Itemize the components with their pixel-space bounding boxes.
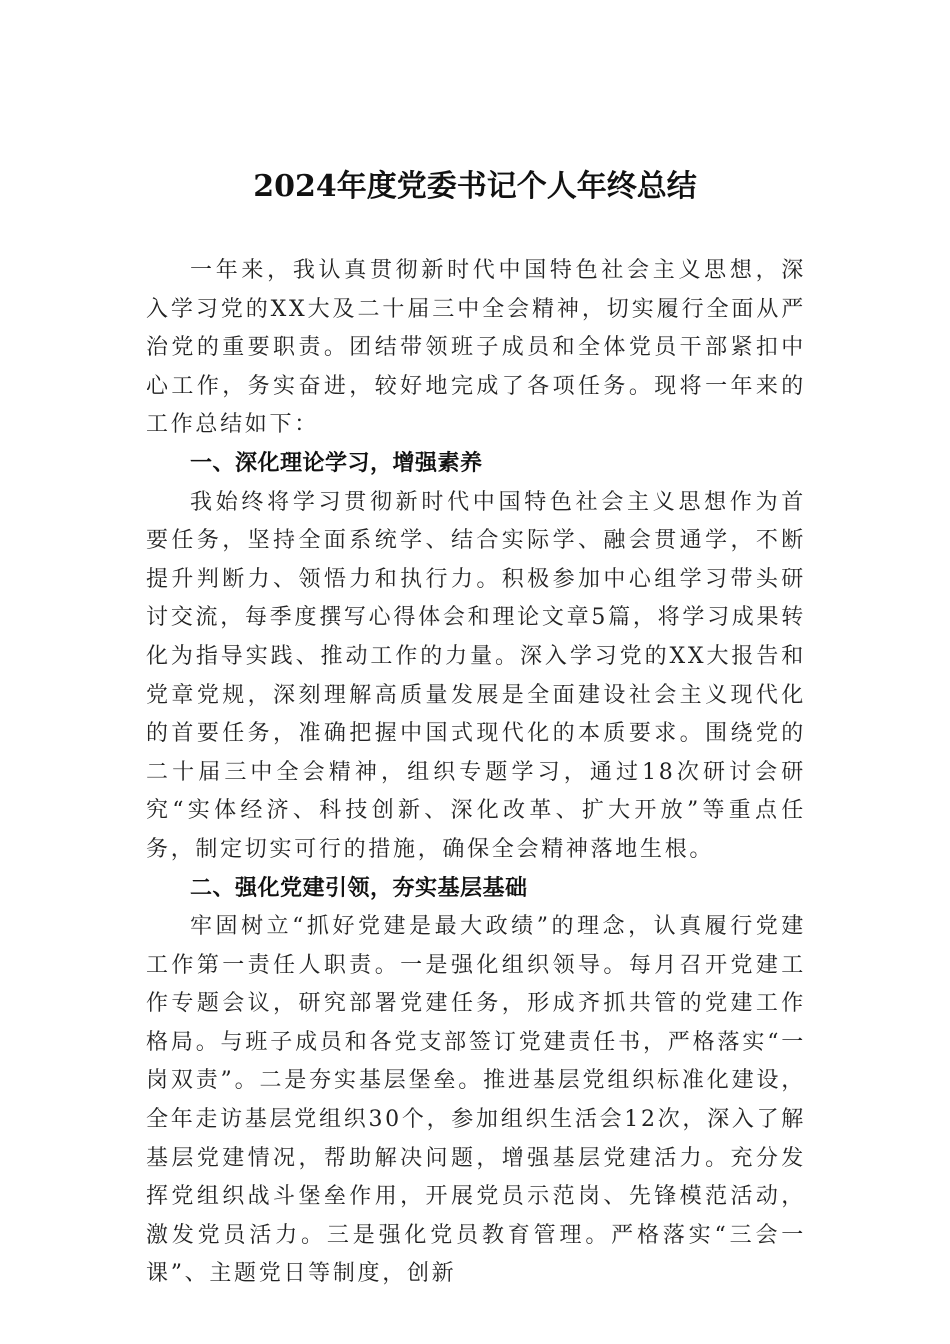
section-heading-2: 二、强化党建引领，夯实基层基础 xyxy=(190,875,528,901)
document-title: 2024年度党委书记个人年终总结 xyxy=(253,169,697,204)
section-paragraph-1: 我始终将学习贯彻新时代中国特色社会主义思想作为首要任务，坚持全面系统学、结合实际学、融会贯通学，不断提升判断力、领悟力和执行力。积极参加中心组学习带头研讨交流，每季度撰写心得体会和理论文章5篇，将学习成果转化为指导实践、推动工作的力量。深入学习党的XX大报告和党章党规，深刻理解高质量发展是全面建设社会主义现代化的首要任务，准确把握中国式现代化的本质要求。围绕党的二十届三中全会精神，组织专题学习，通过18次研讨会研究“实体经济、科技创新、深化改革、扩大开放”等重点任务，制定切实可行的措施，确保全会精神落地生根。 xyxy=(146,489,806,862)
intro-paragraph: 一年来，我认真贯彻新时代中国特色社会主义思想，深入学习党的XX大及二十届三中全会精神，切实履行全面从严治党的重要职责。团结带领班子成员和全体党员干部紧扣中心工作，务实奋进，较好地完成了各项任务。现将一年来的工作总结如下： xyxy=(146,258,806,438)
document-body xyxy=(146,252,806,1294)
section-paragraph-2: 牢固树立“抓好党建是最大政绩”的理念，认真履行党建工作第一责任人职责。一是强化组织领导。每月召开党建工作专题会议，研究部署党建任务，形成齐抓共管的党建工作格局。与班子成员和各党支部签订党建责任书，严格落实“一岗双责”。二是夯实基层堡垒。推进基层党组织标准化建设，全年走访基层党组织30个，参加组织生活会12次，深入了解基层党建情况，帮助解决问题，增强基层党建活力。充分发挥党组织战斗堡垒作用，开展党员示范岗、先锋模范活动，激发党员活力。三是强化党员教育管理。严格落实“三会一课”、主题党日等制度，创新 xyxy=(146,914,806,1287)
section-heading-1: 一、深化理论学习，增强素养 xyxy=(190,450,483,476)
